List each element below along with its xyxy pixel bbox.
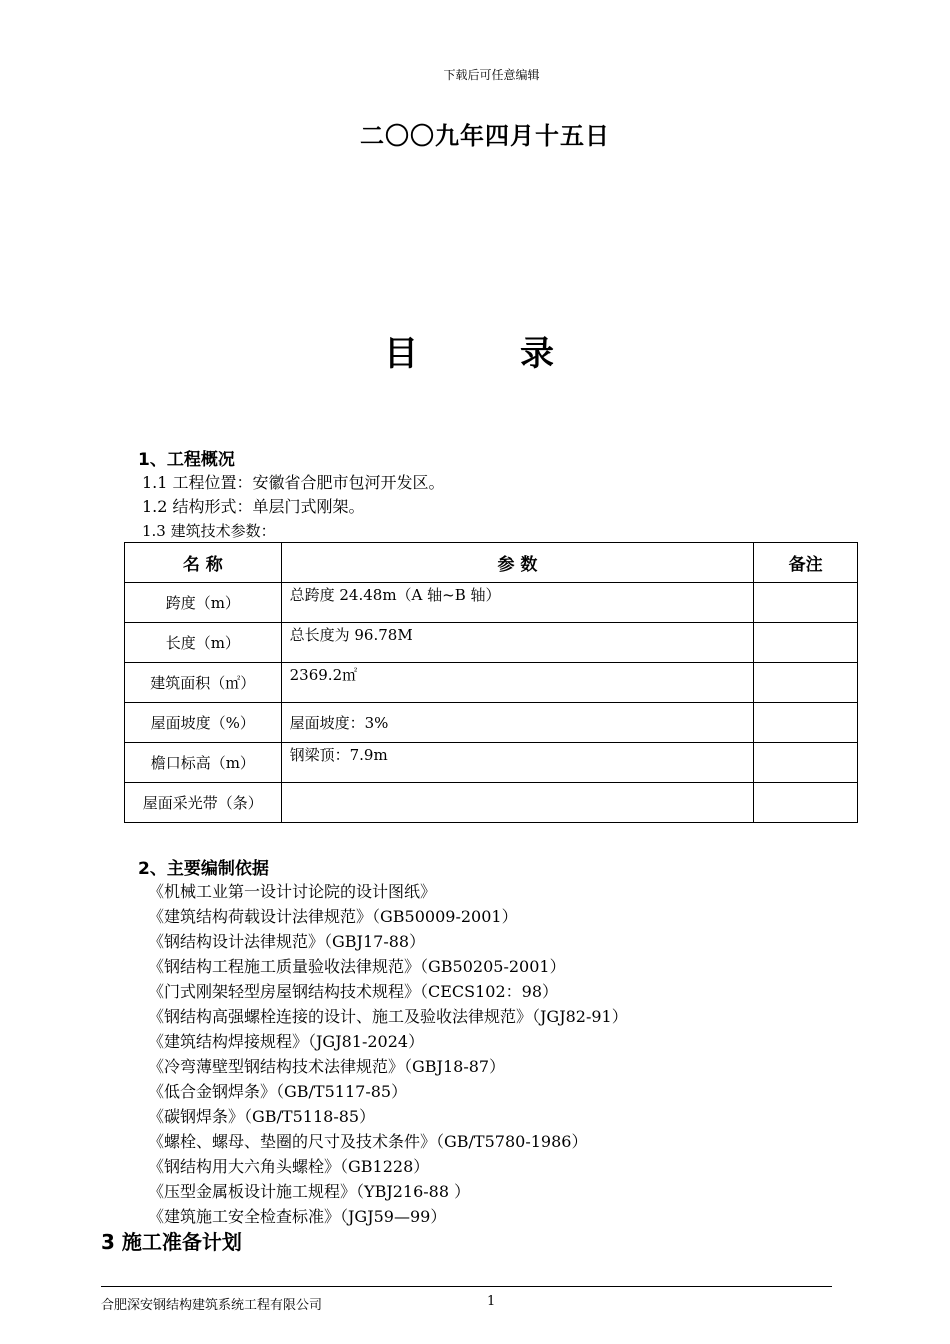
section-1-item: 1.3 建筑技术参数：: [142, 522, 276, 540]
toc-title: [384, 326, 554, 375]
table-header-cell: 备注: [754, 543, 858, 583]
table-row: [125, 783, 858, 823]
param-name: 建筑面积（㎡）: [150, 674, 256, 692]
list-item: 《钢结构工程施工质量验收法律规范》（GB50205-2001）: [148, 957, 566, 976]
table-row: [125, 703, 858, 743]
section-1-heading: 1、工程概况: [138, 450, 235, 470]
param-value: 屋面坡度：3%: [289, 714, 389, 732]
param-name: 屋面采光带（条）: [142, 794, 263, 812]
footer-divider: [101, 1286, 832, 1287]
param-name: 檐口标高（m）: [150, 754, 255, 772]
footer-company: 合肥深安钢结构建筑系统工程有限公司: [101, 1298, 323, 1313]
list-item: 《压型金属板设计施工规程》（YBJ216-88 ）: [148, 1182, 471, 1201]
param-note: [754, 783, 858, 823]
param-name: 长度（m）: [165, 634, 240, 652]
toc-title-char-2: 录: [520, 334, 554, 374]
table-header-row: [125, 543, 858, 583]
list-item: 《建筑结构荷载设计法律规范》（GB50009-2001）: [148, 907, 518, 926]
toc-title-char-1: 目: [384, 334, 418, 374]
section-3-heading: 3 施工准备计划: [101, 1230, 242, 1254]
document-date: 二〇〇九年四月十五日: [360, 122, 610, 150]
reference-list: [148, 879, 628, 1229]
table-row: [125, 623, 858, 663]
list-item: 《建筑结构焊接规程》（JGJ81-2024）: [148, 1032, 425, 1051]
list-item: 《机械工业第一设计讨论院的设计图纸》: [148, 882, 437, 901]
building-parameters-table: [124, 542, 858, 823]
section-1-item: 1.2 结构形式：单层门式刚架。: [142, 497, 365, 516]
param-note: [754, 703, 858, 743]
param-note: [754, 583, 858, 623]
param-value: 总长度为 96.78M: [289, 626, 413, 644]
section-2-heading: 2、主要编制依据: [138, 859, 269, 879]
list-item: 《钢结构用大六角头螺栓》（GB1228）: [148, 1157, 430, 1176]
param-value: 2369.2㎡: [289, 666, 358, 684]
param-name: 屋面坡度（%）: [150, 714, 255, 732]
list-item: 《钢结构设计法律规范》（GBJ17-88）: [148, 932, 426, 951]
list-item: 《冷弯薄壁型钢结构技术法律规范》（GBJ18-87）: [148, 1057, 506, 1076]
param-note: [754, 743, 858, 783]
list-item: 《钢结构高强螺栓连接的设计、施工及验收法律规范》（JGJ82-91）: [148, 1007, 628, 1026]
param-note: [754, 623, 858, 663]
table-row: [125, 743, 858, 783]
table-row: [125, 583, 858, 623]
list-item: 《建筑施工安全检查标准》（JGJ59—99）: [148, 1207, 447, 1226]
param-note: [754, 663, 858, 703]
list-item: 《碳钢焊条》（GB/T5118-85）: [148, 1107, 376, 1126]
table-row: [125, 663, 858, 703]
param-value: 钢梁顶：7.9m: [289, 746, 388, 764]
section-1-item: 1.1 工程位置：安徽省合肥市包河开发区。: [142, 473, 445, 492]
list-item: 《门式刚架轻型房屋钢结构技术规程》（CECS102：98）: [148, 982, 559, 1001]
list-item: 《低合金钢焊条》（GB/T5117-85）: [148, 1082, 408, 1101]
page-number: 1: [487, 1294, 496, 1309]
param-value: [282, 783, 754, 785]
header-note: 下载后可任意编辑: [443, 68, 540, 82]
param-name: 跨度（m）: [165, 594, 240, 612]
table-header-cell: 参 数: [281, 543, 754, 583]
list-item: 《螺栓、螺母、垫圈的尺寸及技术条件》（GB/T5780-1986）: [148, 1132, 588, 1151]
table-header-cell: 名 称: [125, 543, 282, 583]
param-value: 总跨度 24.48m（A 轴~B 轴）: [289, 586, 501, 604]
